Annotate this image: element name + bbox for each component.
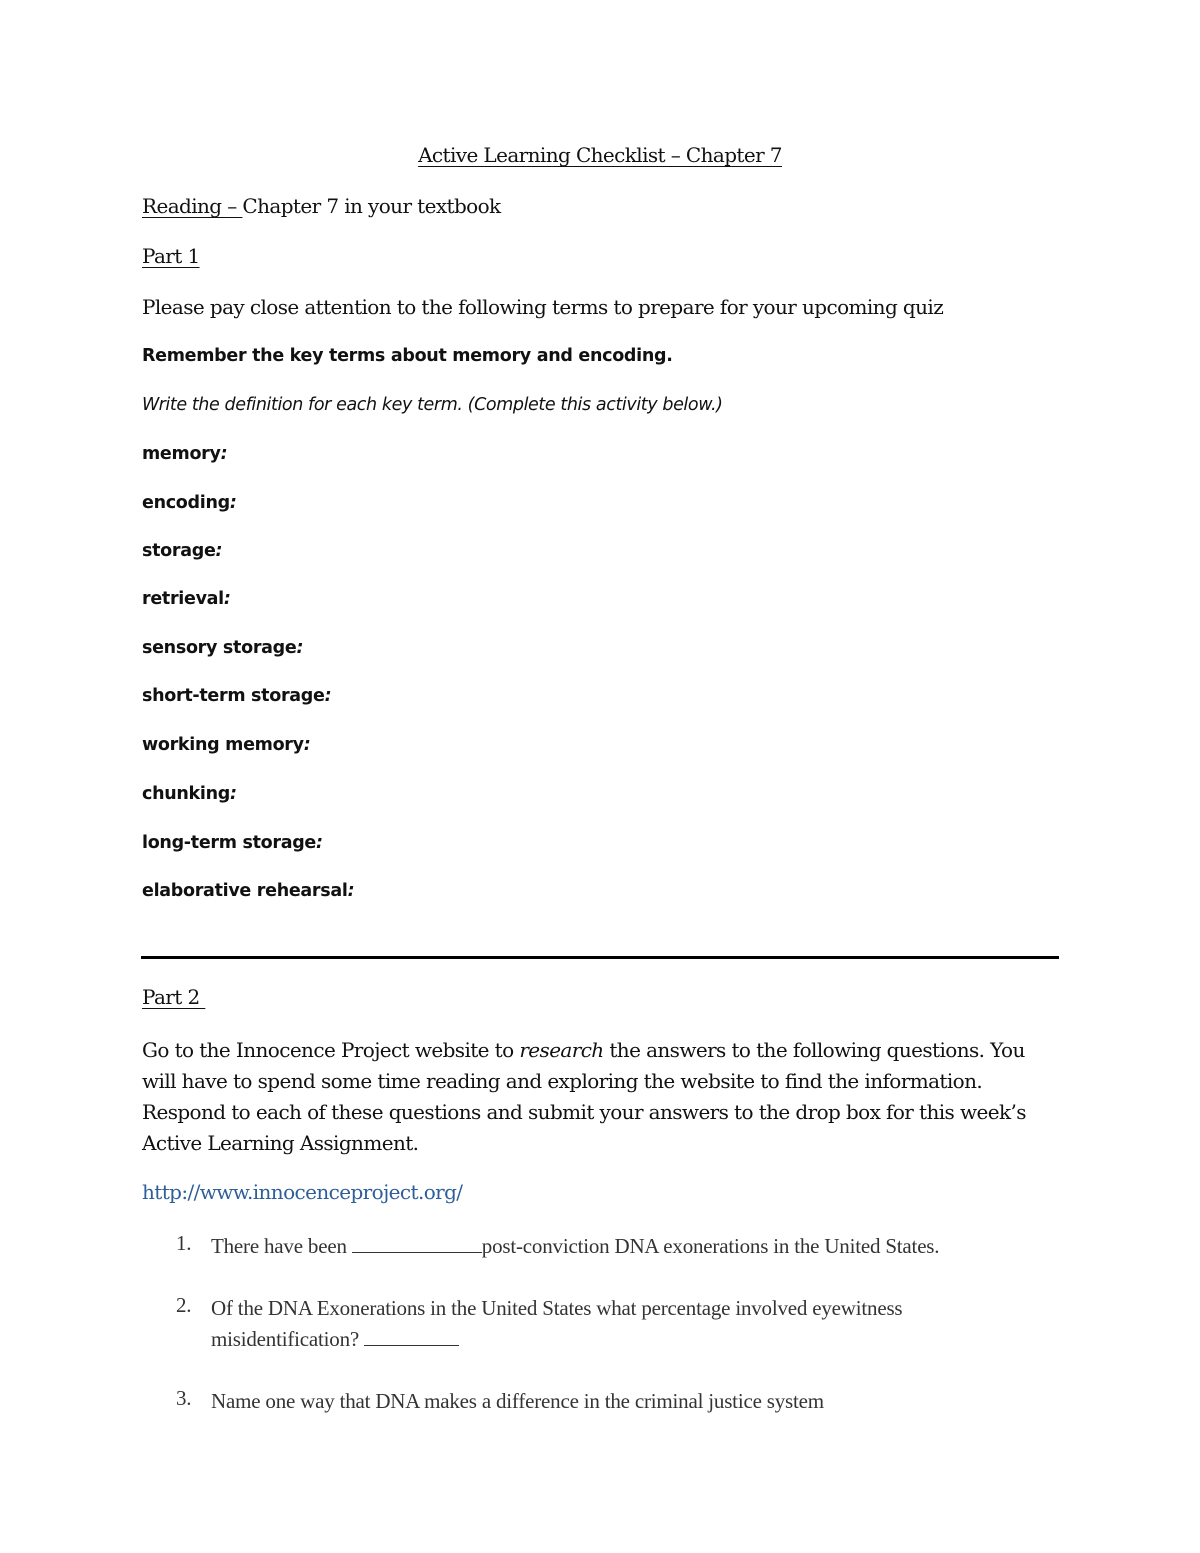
question-text-after: post-conviction DNA exonerations in the United States. <box>481 1234 940 1258</box>
term-label: working memory <box>142 735 304 755</box>
term-label: long-term storage <box>142 833 317 853</box>
term-label: sensory storage <box>142 638 297 658</box>
answer-blank[interactable] <box>352 1232 482 1253</box>
term-label: short-term storage <box>142 686 325 706</box>
term-label: retrieval <box>142 589 224 609</box>
term-label: encoding <box>142 493 230 513</box>
term-label: memory <box>142 444 221 464</box>
question-number: 1. <box>176 1231 192 1255</box>
term-label: elaborative rehearsal <box>142 881 348 901</box>
key-term-elaborative-rehearsal: elaborative rehearsal: <box>142 881 355 901</box>
question-number: 3. <box>176 1386 192 1410</box>
key-term-encoding: encoding: <box>142 493 237 513</box>
key-term-chunking: chunking: <box>142 784 237 804</box>
part1-instruction-italic: Write the definition for each key term. (Complete this activity below.) <box>142 395 723 415</box>
key-term-storage: storage: <box>142 541 223 561</box>
question-text <box>211 1386 1041 1417</box>
question-text <box>211 1293 1041 1355</box>
key-term-long-term-storage: long-term storage: <box>142 833 323 853</box>
key-term-retrieval: retrieval: <box>142 589 231 609</box>
term-label: chunking <box>142 784 230 804</box>
page-title: Active Learning Checklist – Chapter 7 <box>418 143 782 167</box>
part1-heading: Part 1 <box>142 244 200 268</box>
key-term-short-term-storage: short-term storage: <box>142 686 332 706</box>
section-divider <box>141 956 1059 959</box>
reading-text: Chapter 7 in your textbook <box>242 194 501 218</box>
question-number: 2. <box>176 1293 192 1317</box>
part1-instruction-bold: Remember the key terms about memory and encoding. <box>142 346 673 366</box>
key-term-sensory-storage: sensory storage: <box>142 638 304 658</box>
part2-paragraph <box>142 1035 1060 1159</box>
term-label: storage <box>142 541 216 561</box>
key-term-memory: memory: <box>142 444 228 464</box>
question-text-before: Name one way that DNA makes a difference in the criminal justice system <box>211 1389 824 1413</box>
para-text-end: the answers to the following questions. You will have to spend some time reading and exploring the website to find the information. Respond to each of these questions and submit your answers to the drop box for this week’s Active Learning Assignment. <box>142 1038 1026 1155</box>
question-text <box>211 1231 1041 1262</box>
para-emphasis: research <box>519 1038 604 1062</box>
question-text-before: Of the DNA Exonerations in the United States what percentage involved eyewitness misidentification? <box>211 1296 903 1351</box>
link-text[interactable]: http://www.innocenceproject.org/ <box>142 1180 463 1204</box>
answer-blank[interactable] <box>364 1325 459 1346</box>
key-term-working-memory: working memory: <box>142 735 311 755</box>
para-text-start: Go to the Innocence Project website to <box>142 1038 520 1062</box>
reading-line <box>142 194 501 218</box>
part1-intro: Please pay close attention to the following terms to prepare for your upcoming quiz <box>142 295 944 319</box>
question-text-before: There have been <box>211 1234 352 1258</box>
part2-heading: Part 2 <box>142 985 206 1009</box>
reading-label: Reading – <box>142 194 243 218</box>
innocence-project-link[interactable] <box>142 1180 462 1204</box>
